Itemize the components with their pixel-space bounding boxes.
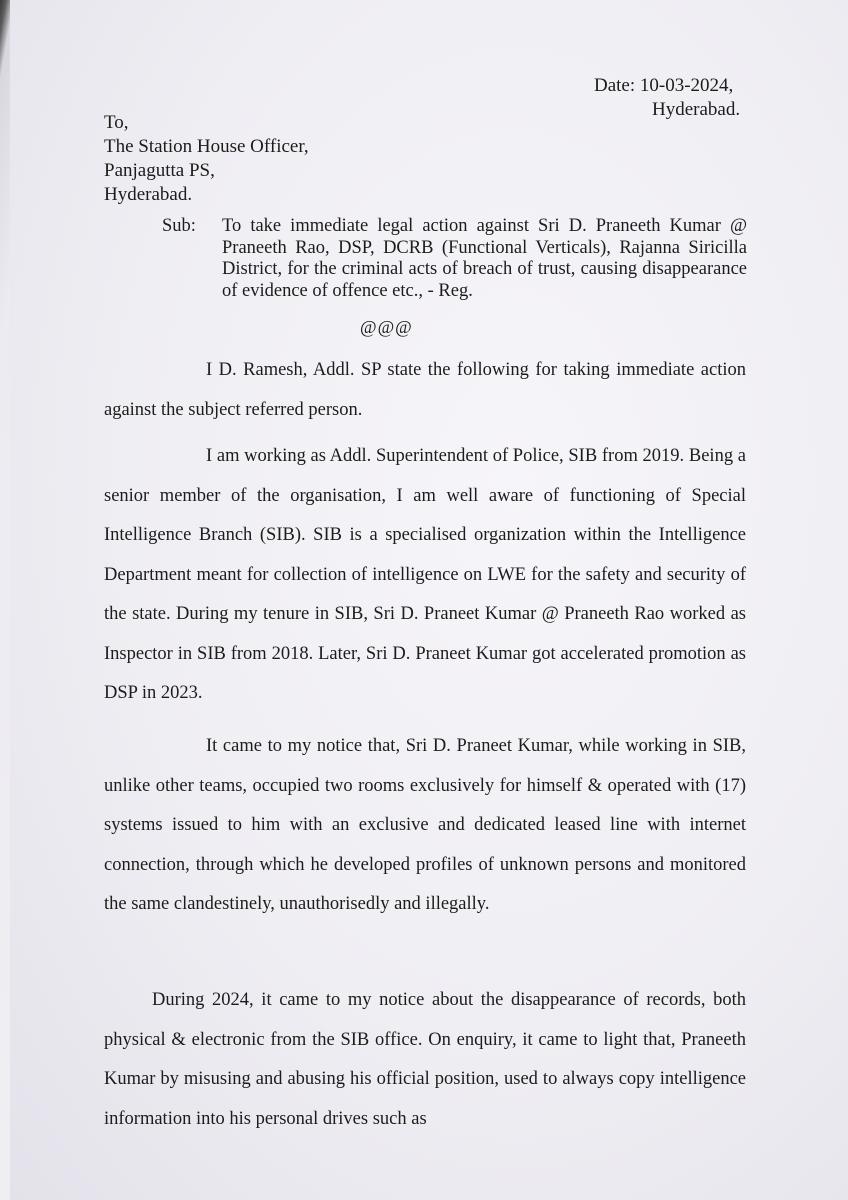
separator-marks: @@@ — [360, 317, 413, 337]
subject-label: Sub: — [162, 216, 196, 236]
date-city: Hyderabad. — [652, 99, 741, 120]
paragraph-background: I am working as Addl. Superintendent of Police, SIB from 2019. Being a senior member of the organisation, I am well aware of functioning of Special Intelligence Branch (SIB). SIB is a specialised organization within the Intelligence Department meant for collection of intelligence on LWE for the safety and security of the state. During my tenure in SIB, Sri D. Praneet Kumar @ Praneeth Rao worked as Inspector in SIB from 2018. Later, Sri D. Praneet Kumar got accelerated promotion as DSP in 2023. — [104, 446, 746, 703]
subject-text: To take immediate legal action against Sri D. Praneeth Kumar @ Praneeth Rao, DSP, DCRB (Functional Verticals), Rajanna Siricilla District, for the criminal acts of breach of trust, causing disappearance of evidence of offence etc., - Reg. — [222, 216, 747, 301]
date-line: Date: 10-03-2024, — [594, 75, 734, 96]
recipient-line-1: The Station House Officer, — [104, 136, 309, 157]
recipient-line-2: Panjagutta PS, — [104, 160, 215, 181]
date-block — [594, 74, 740, 122]
recipient-line-3: Hyderabad. — [104, 184, 193, 205]
paragraph-rooms-systems: It came to my notice that, Sri D. Praneet Kumar, while working in SIB, unlike other teams, occupied two rooms exclusively for himself & operated with (17) systems issued to him with an exclusive and dedicated leased line with internet connection, through which he developed profiles of unknown persons and monitored the same clandestinely, unauthorisedly and illegally. — [104, 736, 746, 914]
paragraph-intro: I D. Ramesh, Addl. SP state the following for taking immediate action against the subject referred person. — [104, 360, 746, 420]
salutation: To, — [104, 112, 129, 133]
subject-block — [162, 216, 747, 302]
recipient-address — [104, 111, 309, 207]
paragraph-disappearance: During 2024, it came to my notice about the disappearance of records, both physical & electronic from the SIB office. On enquiry, it came to light that, Praneeth Kumar by misusing and abusing his official position, used to always copy intelligence information into his personal drives such as — [104, 990, 746, 1129]
